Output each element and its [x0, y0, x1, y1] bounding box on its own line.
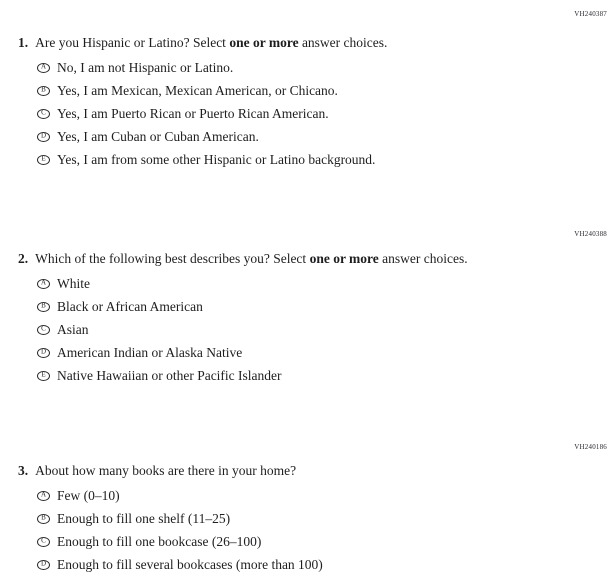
- option-letter: D: [40, 559, 47, 568]
- item-code: VH240387: [574, 10, 607, 18]
- answer-bubble-icon[interactable]: [37, 132, 50, 142]
- question-number: 3.: [18, 463, 29, 478]
- answer-bubble-icon[interactable]: [37, 560, 50, 570]
- question-text-bold: one or more: [309, 251, 379, 266]
- question-prompt: [18, 34, 605, 52]
- option-letter: E: [41, 154, 46, 163]
- answer-option[interactable]: [37, 318, 605, 341]
- answer-bubble-icon[interactable]: [37, 155, 50, 165]
- question-number: 1.: [18, 35, 29, 50]
- option-label: Enough to fill several bookcases (more than 100): [57, 557, 323, 572]
- answer-bubble-icon[interactable]: [37, 63, 50, 73]
- option-letter: A: [40, 62, 47, 71]
- option-label: Yes, I am Mexican, Mexican American, or Chicano.: [57, 83, 338, 98]
- option-label: White: [57, 276, 90, 291]
- question-text-prefix: About how many books are there in your home?: [35, 463, 297, 478]
- answer-option[interactable]: [37, 295, 605, 318]
- option-label: Enough to fill one shelf (11–25): [57, 511, 231, 526]
- answer-options-list: [37, 56, 605, 171]
- answer-bubble-icon[interactable]: [37, 537, 50, 547]
- answer-bubble-icon[interactable]: [37, 491, 50, 501]
- answer-option[interactable]: [37, 148, 605, 171]
- question-number: 2.: [18, 251, 29, 266]
- option-label: Enough to fill one bookcase (26–100): [57, 534, 262, 549]
- answer-option[interactable]: [37, 125, 605, 148]
- question-prompt: [18, 250, 605, 268]
- option-letter: B: [41, 301, 46, 310]
- answer-option[interactable]: [37, 507, 605, 530]
- answer-option[interactable]: [37, 530, 605, 553]
- answer-options-list: [37, 272, 605, 387]
- option-letter: D: [40, 131, 47, 140]
- option-label: Few (0–10): [57, 488, 120, 503]
- answer-options-list: [37, 484, 605, 576]
- answer-bubble-icon[interactable]: [37, 371, 50, 381]
- question-text-prefix: Are you Hispanic or Latino? Select: [35, 35, 230, 50]
- answer-option[interactable]: [37, 553, 605, 576]
- answer-bubble-icon[interactable]: [37, 279, 50, 289]
- answer-option[interactable]: [37, 79, 605, 102]
- question-text-suffix: answer choices.: [378, 251, 468, 266]
- question-prompt: [18, 462, 605, 480]
- option-label: Black or African American: [57, 299, 203, 314]
- option-letter: C: [41, 108, 46, 117]
- answer-bubble-icon[interactable]: [37, 86, 50, 96]
- answer-bubble-icon[interactable]: [37, 325, 50, 335]
- answer-bubble-icon[interactable]: [37, 348, 50, 358]
- option-label: American Indian or Alaska Native: [57, 345, 243, 360]
- answer-option[interactable]: [37, 364, 605, 387]
- answer-bubble-icon[interactable]: [37, 514, 50, 524]
- option-letter: A: [40, 490, 47, 499]
- option-letter: E: [41, 370, 46, 379]
- answer-bubble-icon[interactable]: [37, 109, 50, 119]
- option-label: No, I am not Hispanic or Latino.: [57, 60, 234, 75]
- option-letter: C: [41, 324, 46, 333]
- item-code: VH240186: [574, 443, 607, 451]
- option-letter: A: [40, 278, 47, 287]
- option-letter: C: [41, 536, 46, 545]
- answer-option[interactable]: [37, 484, 605, 507]
- option-label: Yes, I am Cuban or Cuban American.: [57, 129, 259, 144]
- answer-option[interactable]: [37, 272, 605, 295]
- option-label: Asian: [57, 322, 89, 337]
- option-label: Yes, I am Puerto Rican or Puerto Rican American.: [57, 106, 329, 121]
- question-text-suffix: answer choices.: [298, 35, 388, 50]
- answer-option[interactable]: [37, 56, 605, 79]
- option-letter: B: [41, 85, 46, 94]
- question-text-bold: one or more: [229, 35, 299, 50]
- answer-option[interactable]: [37, 102, 605, 125]
- option-letter: D: [40, 347, 47, 356]
- question-text-prefix: Which of the following best describes you? Select: [35, 251, 310, 266]
- option-label: Yes, I am from some other Hispanic or Latino background.: [57, 152, 376, 167]
- option-letter: B: [41, 513, 46, 522]
- item-code: VH240388: [574, 230, 607, 238]
- answer-option[interactable]: [37, 341, 605, 364]
- option-label: Native Hawaiian or other Pacific Islander: [57, 368, 282, 383]
- answer-bubble-icon[interactable]: [37, 302, 50, 312]
